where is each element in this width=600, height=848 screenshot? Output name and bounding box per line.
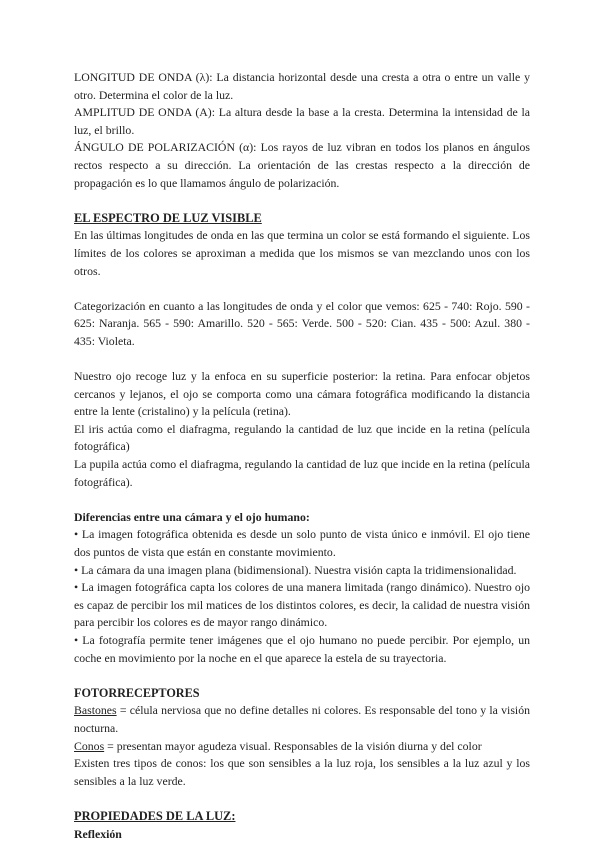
- heading-espectro: EL ESPECTRO DE LUZ VISIBLE: [74, 210, 262, 225]
- paragraph-espectro-2: Categorización en cuanto a las longitudes de onda y el color que vemos: 625 - 740: Rojo. 590 - 625: Naranja. 565 - 590: Amarillo. 520 - 565: Verde. 500 - 520: Cian. 435 - 500: Azul. 380 - 435: Violeta.: [74, 298, 530, 348]
- subheading-reflexion: Reflexión: [74, 826, 122, 841]
- document-page: [74, 69, 530, 843]
- definition-conos: = presentan mayor agudeza visual. Responsables de la visión diurna y del color: [104, 738, 482, 753]
- paragraph-espectro-1: En las últimas longitudes de onda en las que termina un color se está formando el siguiente. Los límites de los colores se aproximan a medida que los mismos se van mezclando unos con los otros.: [74, 228, 530, 278]
- paragraph-conos: [74, 738, 530, 756]
- heading-diferencias: Diferencias entre una cámara y el ojo humano:: [74, 509, 310, 524]
- paragraph-ojo-2: El iris actúa como el diafragma, regulando la cantidad de luz que incide en la retina (película fotográfica): [74, 421, 530, 454]
- list-item: • La cámara da una imagen plana (bidimensional). Nuestra visión capta la tridimensionalidad.: [74, 562, 517, 577]
- paragraph-ojo-1: Nuestro ojo recoge luz y la enfoca en su superficie posterior: la retina. Para enfocar objetos cercanos y lejanos, el ojo se comporta como una cámara fotográfica modificando la distancia entre la lente (cristalino) y la película (retina).: [74, 369, 530, 419]
- paragraph-amplitud-onda: AMPLITUD DE ONDA (A): La altura desde la base a la cresta. Determina la intensidad de la luz, el brillo.: [74, 105, 530, 137]
- paragraph-ojo-3: La pupila actúa como el diafragma, regulando la cantidad de luz que incide en la retina (película fotográfica).: [74, 457, 530, 489]
- list-item: • La fotografía permite tener imágenes que el ojo humano no puede percibir. Por ejemplo, un coche en movimiento por la noche en el que aparece la estela de su trayectoria.: [74, 633, 530, 665]
- paragraph-bastones: [74, 702, 530, 737]
- term-conos: Conos: [74, 738, 105, 753]
- heading-propiedades: PROPIEDADES DE LA LUZ:: [74, 808, 236, 823]
- paragraph-longitud-onda: LONGITUD DE ONDA (λ): La distancia horizontal desde una cresta a otra o entre un valle y otro. Determina el color de la luz.: [74, 70, 530, 102]
- list-item: • La imagen fotográfica obtenida es desde un solo punto de vista único e inmóvil. El ojo tiene dos puntos de vista que están en constante movimiento.: [74, 527, 530, 560]
- heading-fotorreceptores: FOTORRECEPTORES: [74, 685, 200, 700]
- list-item: • La imagen fotográfica capta los colores de una manera limitada (rango dinámico). Nuestro ojo es capaz de percibir los mil matices de los distintos colores, es decir, la calidad de nuestra visión para percibir los colores es de mayor rango dinámico.: [74, 580, 530, 630]
- term-bastones: Bastones: [74, 703, 117, 718]
- paragraph-angulo-polarizacion: ÁNGULO DE POLARIZACIÓN (α): Los rayos de luz vibran en todos los planos en ángulos rectos respecto a su dirección. La orientación de las crestas respecto a la dirección de propagación es lo que llamamos ángulo de polarización.: [74, 140, 530, 190]
- paragraph-tipos-conos: Existen tres tipos de conos: los que son sensibles a la luz roja, los sensibles a la luz azul y los sensibles a la luz verde.: [74, 756, 530, 788]
- definition-bastones: = célula nerviosa que no define detalles ni colores. Es responsable del tono y la visión nocturna.: [74, 703, 530, 735]
